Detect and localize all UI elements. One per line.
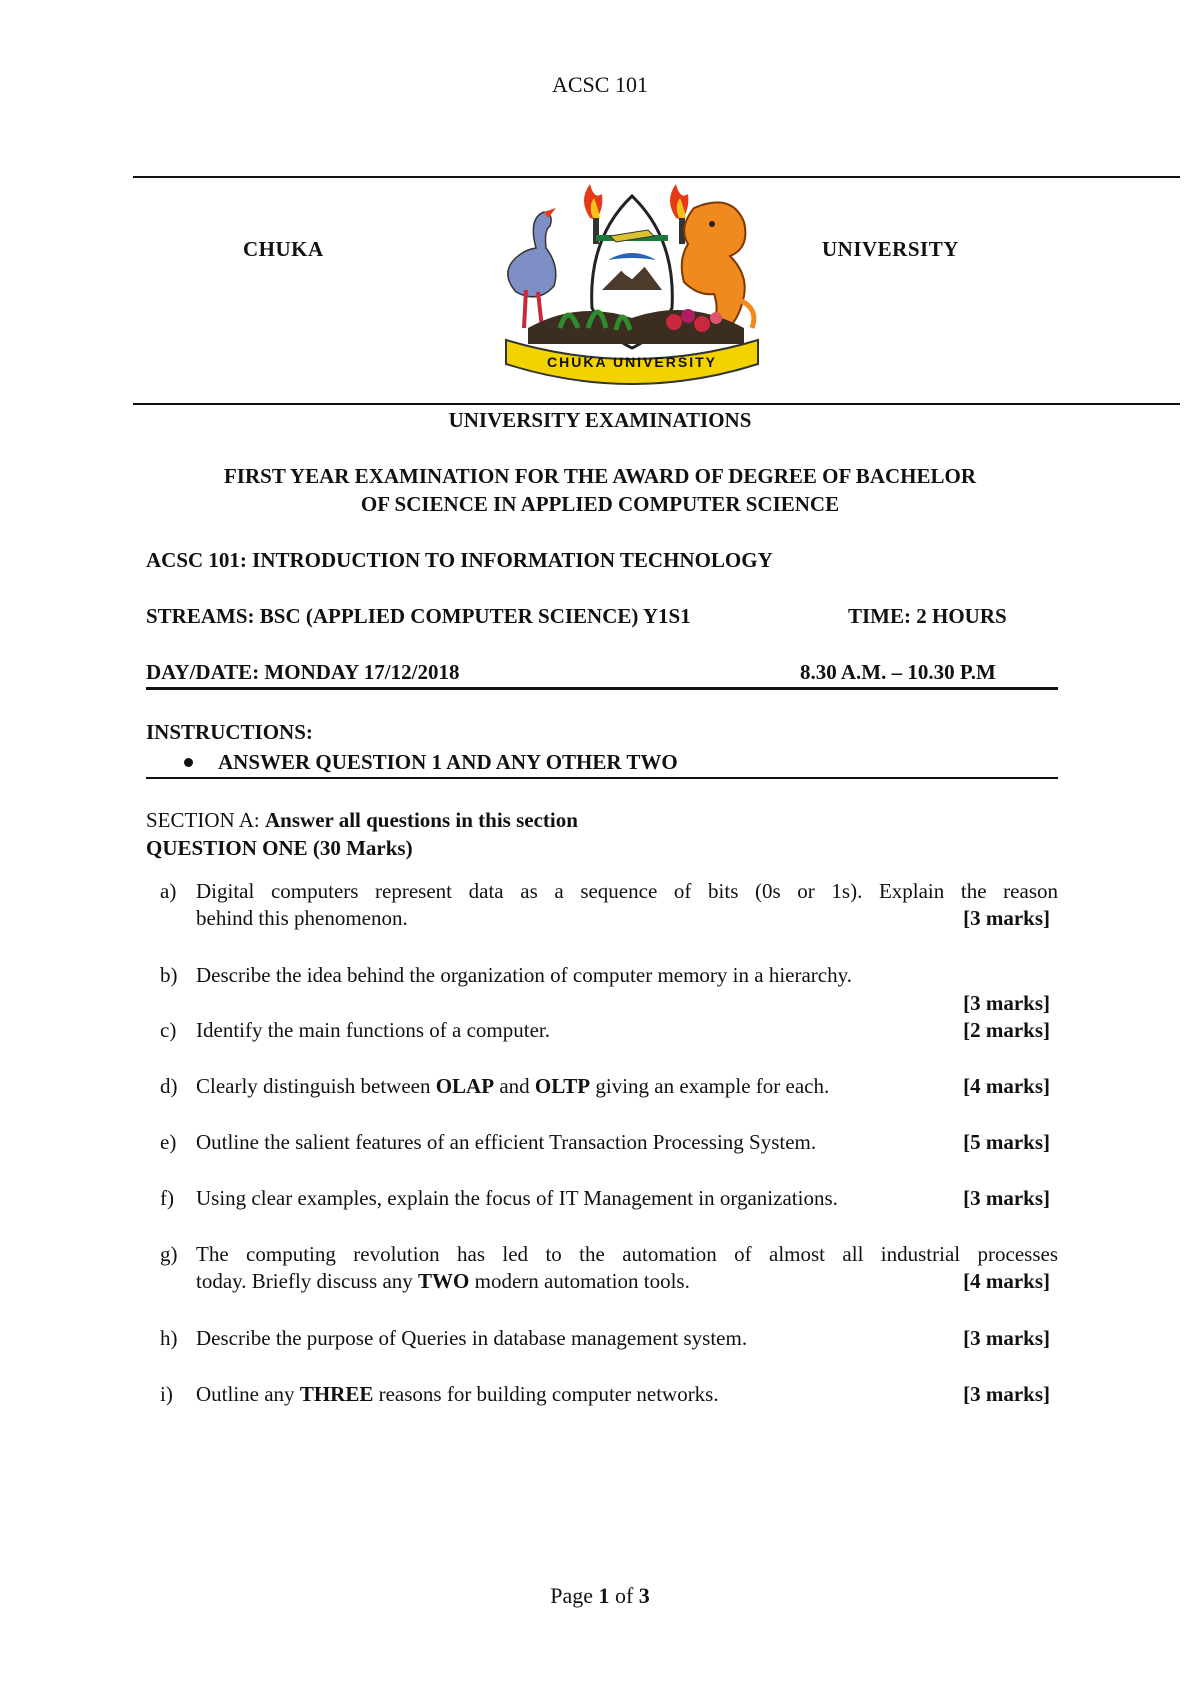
- question-text: Using clear examples, explain the focus of IT Management in organizations.: [196, 1186, 838, 1210]
- date-underline: [146, 687, 1058, 690]
- section-instruction: Answer all questions in this section: [265, 808, 578, 832]
- question-item: [146, 1129, 1058, 1159]
- total-pages: 3: [638, 1583, 650, 1608]
- exam-heading: UNIVERSITY EXAMINATIONS: [448, 408, 752, 432]
- question-label: i): [160, 1382, 173, 1406]
- question-item: [146, 1073, 1058, 1103]
- degree-title-line1: FIRST YEAR EXAMINATION FOR THE AWARD OF DEGREE OF BACHELOR: [223, 464, 976, 488]
- question-item: [146, 878, 1058, 934]
- question-label: f): [160, 1186, 174, 1210]
- question-marks: [2 marks]: [963, 1018, 1050, 1042]
- university-crest-logo: [498, 178, 766, 392]
- running-header: ACSC 101: [552, 72, 648, 97]
- page-word: Page: [550, 1583, 599, 1608]
- question-marks: [3 marks]: [963, 1382, 1050, 1406]
- instructions-underline: [146, 777, 1058, 779]
- question-marks: [4 marks]: [963, 1074, 1050, 1098]
- university-left-word: CHUKA: [243, 237, 324, 261]
- question-text: [196, 1381, 1058, 1408]
- question-label: b): [160, 963, 178, 987]
- bold-term: TWO: [418, 1269, 470, 1293]
- question-item: [146, 1017, 1058, 1047]
- banner-bottom-rule: [133, 403, 1180, 405]
- question-item: [146, 1381, 1058, 1411]
- question-marks: [3 marks]: [963, 991, 1050, 1015]
- question-text-line: behind this phenomenon.: [196, 906, 408, 930]
- question-item: [146, 1241, 1058, 1297]
- question-label: e): [160, 1130, 177, 1154]
- exam-time: 8.30 A.M. – 10.30 P.M: [800, 660, 996, 684]
- text-run: reasons for building computer networks.: [373, 1382, 719, 1406]
- question-text-line: [196, 1268, 1058, 1295]
- text-run: Clearly distinguish between: [196, 1074, 436, 1098]
- section-label: SECTION A:: [146, 808, 266, 832]
- bold-term: THREE: [299, 1382, 374, 1406]
- question-item: [146, 1325, 1058, 1355]
- course-title: ACSC 101: INTRODUCTION TO INFORMATION TECHNOLOGY: [146, 548, 773, 572]
- exam-date: DAY/DATE: MONDAY 17/12/2018: [146, 660, 460, 684]
- question-marks: [4 marks]: [963, 1269, 1050, 1293]
- question-marks: [3 marks]: [963, 1326, 1050, 1350]
- question-marks: [3 marks]: [963, 906, 1050, 930]
- text-run: Outline any: [196, 1382, 300, 1406]
- question-text: [196, 878, 1058, 932]
- current-page: 1: [598, 1583, 610, 1608]
- question-label: d): [160, 1074, 178, 1098]
- question-label: c): [160, 1018, 177, 1042]
- question-text: Identify the main functions of a computer.: [196, 1018, 550, 1042]
- question-label: h): [160, 1326, 178, 1350]
- university-right-word: UNIVERSITY: [822, 237, 959, 261]
- question-text: [196, 1073, 1058, 1100]
- text-run: today. Briefly discuss any: [196, 1269, 419, 1293]
- question-one-title: QUESTION ONE (30 Marks): [146, 836, 413, 860]
- question-item: [146, 1185, 1058, 1215]
- question-text: Describe the purpose of Queries in database management system.: [196, 1326, 748, 1350]
- bold-term: OLTP: [534, 1074, 591, 1098]
- degree-title-line2: OF SCIENCE IN APPLIED COMPUTER SCIENCE: [360, 492, 840, 516]
- instruction-item: ANSWER QUESTION 1 AND ANY OTHER TWO: [218, 750, 678, 774]
- question-text: [196, 1241, 1058, 1295]
- page-number-footer: [0, 1583, 1200, 1609]
- question-label: g): [160, 1242, 178, 1266]
- section-heading: [146, 808, 578, 833]
- question-label: a): [160, 879, 177, 903]
- exam-duration: TIME: 2 HOURS: [848, 604, 1007, 628]
- instructions-heading: INSTRUCTIONS:: [146, 720, 313, 744]
- question-marks: [5 marks]: [963, 1130, 1050, 1154]
- bold-term: OLAP: [435, 1074, 495, 1098]
- text-run: modern automation tools.: [469, 1269, 690, 1293]
- text-run: giving an example for each.: [590, 1074, 830, 1098]
- bullet-icon: [184, 758, 193, 767]
- text-run: and: [494, 1074, 535, 1098]
- question-item: [146, 962, 1058, 1018]
- question-marks: [3 marks]: [963, 1186, 1050, 1210]
- question-text: Outline the salient features of an efficient Transaction Processing System.: [196, 1130, 817, 1154]
- question-text-line: Digital computers represent data as a sequence of bits (0s or 1s). Explain the reason: [196, 879, 1058, 903]
- question-text-line: The computing revolution has led to the automation of almost all industrial processes: [196, 1242, 1058, 1266]
- streams-label: STREAMS: BSC (APPLIED COMPUTER SCIENCE) Y1S1: [146, 604, 691, 628]
- of-word: of: [609, 1583, 639, 1608]
- crest-ribbon-text: CHUKA UNIVERSITY: [547, 354, 717, 370]
- question-text: Describe the idea behind the organization of computer memory in a hierarchy.: [196, 963, 853, 987]
